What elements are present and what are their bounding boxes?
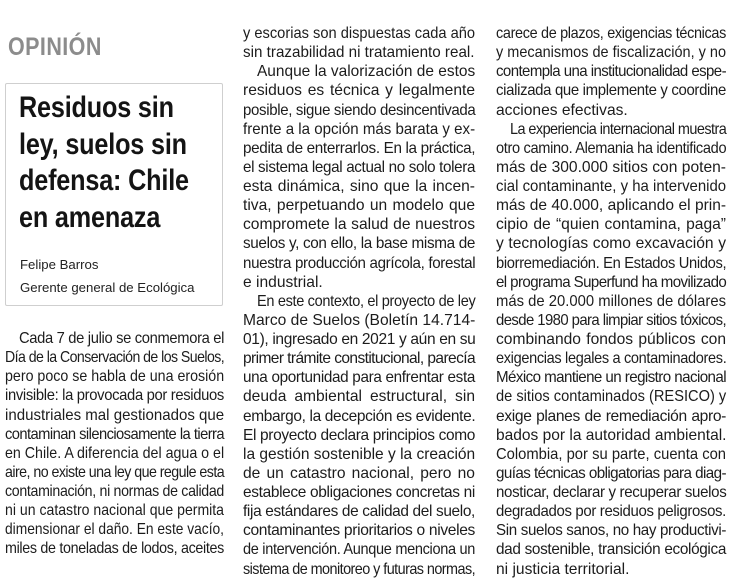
text-line: El proyecto declara principios como (243, 426, 476, 444)
text-line: desde 1980 para limpiar sitios tóxicos, (496, 311, 727, 329)
text-line: exigencias legales a contaminadores. (496, 350, 727, 368)
text-line: residuos es técnica y legalmente (243, 82, 475, 100)
text-line: embargo, la decepción es evidente. (243, 407, 476, 425)
text-line: bados por la autoridad ambiental. (496, 426, 727, 444)
text-line: frente a la opción más barata y ex- (243, 120, 476, 138)
text-line: compromete la salud de nuestros (243, 216, 475, 234)
text-line: Día de la Conservación de los Suelos, (5, 349, 225, 367)
text-line: Colombia, por su parte, cuenta con (496, 445, 726, 463)
text-line: otro camino. Alemania ha identificado (496, 139, 727, 157)
text-line: tiva, perpetuando un modelo que (243, 197, 475, 215)
text-line: combinando fondos públicos con (496, 331, 726, 348)
text-line: aire, no existe una ley que regule esta (5, 463, 225, 481)
text-line: La experiencia internacional muestra (509, 120, 727, 138)
text-line: Aunque la valorización de estos (256, 63, 476, 81)
text-line: En este contexto, el proyecto de ley (256, 292, 476, 310)
text-line: Cada 7 de julio se conmemora el (18, 330, 225, 347)
text-line: contaminación, ni normas de calidad (5, 483, 224, 500)
text-line: deuda ambiental estructural, sin (243, 388, 475, 406)
text-line: pedita de enterrarlos. En la práctica, (243, 139, 476, 157)
text-line: México mantiene un registro nacional (496, 369, 727, 387)
text-line: cializada que implemente y coordine (496, 82, 726, 100)
text-line: acciones efectivas. (496, 101, 628, 119)
text-line: más de 40.000, aplicando el prin- (496, 197, 727, 215)
text-line: ni un catastro nacional que permita (5, 502, 224, 520)
text-line: de intervención. Aunque menciona un (243, 541, 475, 559)
section-label: OPINIÓN (8, 33, 102, 61)
text-line: 01), ingresado en 2021 y aún en su (243, 331, 476, 348)
text-line: sistema de monitoreo y futuras normas, (243, 560, 476, 578)
text-line: fija estándares de calidad del suelo, (243, 503, 475, 521)
headline-box (5, 83, 223, 306)
text-line: dimensionar el daño. En este vacío, (5, 521, 225, 539)
text-line: el programa Superfund ha movilizado (496, 273, 727, 291)
text-line: contaminantes prioritarios o niveles (243, 522, 475, 540)
author-role: Gerente general de Ecológica (20, 280, 195, 295)
author-name: Felipe Barros (20, 257, 99, 272)
headline (19, 90, 204, 236)
text-line: ni justicia territorial. (496, 560, 630, 578)
text-line: más de 20.000 millones de dólares (496, 292, 726, 310)
text-line: una oportunidad para enfrentar esta (243, 369, 475, 387)
text-line: de sitios contaminados (RESICO) y (496, 388, 727, 406)
text-line: de un catastro nacional, pero no (243, 464, 475, 482)
article-column-1 (5, 329, 224, 559)
text-line: y mecanismos de fiscalización, y no (496, 44, 726, 62)
text-line: cipio de “quien contamina, paga” (496, 216, 726, 234)
text-line: Marco de Suelos (Boletín 14.714- (243, 311, 476, 329)
text-line: contaminan silenciosamente la tierra (5, 425, 225, 443)
article-column-3 (496, 24, 726, 579)
text-line: primer trámite constitucional, parecía (243, 350, 475, 368)
byline (20, 253, 194, 299)
text-line: la gestión sostenible y la creación (243, 445, 476, 463)
text-line: nosticar, declarar y recuperar suelos (496, 484, 727, 501)
headline-line: en amenaza (19, 200, 161, 234)
text-line: exige planes de remediación apro- (496, 407, 726, 425)
text-line: nuestra producción agrícola, forestal (243, 254, 476, 272)
headline-line: defensa: Chile (19, 164, 189, 197)
text-line: e industrial. (243, 273, 323, 291)
text-line: esta dinámica, sino que la incen- (243, 178, 475, 195)
text-line: contempla una institucionalidad espe- (496, 63, 726, 81)
text-line: y tecnologías como excavación y (496, 235, 726, 253)
headline-line: ley, suelos sin (19, 127, 187, 161)
text-line: cial contaminante, y ha intervenido (496, 178, 727, 195)
text-line: pero poco se habla de una erosión (5, 368, 225, 386)
text-line: guías técnicas obligatorias para diag- (496, 464, 727, 482)
text-line: y escorias son dispuestas cada año (243, 25, 476, 42)
text-line: establece obligaciones concretas ni (243, 484, 476, 501)
text-line: invisible: la provocada por residuos (5, 387, 225, 405)
text-line: degradados por residuos peligrosos. (496, 503, 727, 521)
text-line: el sistema legal actual no solo tolera (243, 158, 476, 176)
text-line: miles de toneladas de lodos, aceites (5, 540, 224, 558)
headline-line: Residuos sin (19, 91, 174, 124)
text-line: dad sostenible, transición ecológica (496, 541, 726, 559)
text-line: Sin suelos sanos, no hay productivi- (496, 522, 727, 540)
text-line: carece de plazos, exigencias técnicas (496, 25, 727, 42)
text-line: posible, sigue siendo desincentivada (243, 101, 476, 119)
text-line: suelos y, con ello, la base misma de (243, 235, 475, 253)
text-line: en Chile. A diferencia del agua o el (5, 444, 225, 462)
article-column-2 (243, 24, 475, 579)
text-line: biorremediación. En Estados Unidos, (496, 254, 727, 272)
text-line: sin trazabilidad ni tratamiento real. (243, 44, 475, 62)
text-line: industriales mal gestionados que (5, 406, 225, 424)
text-line: más de 300.000 sitios con poten- (496, 158, 726, 176)
